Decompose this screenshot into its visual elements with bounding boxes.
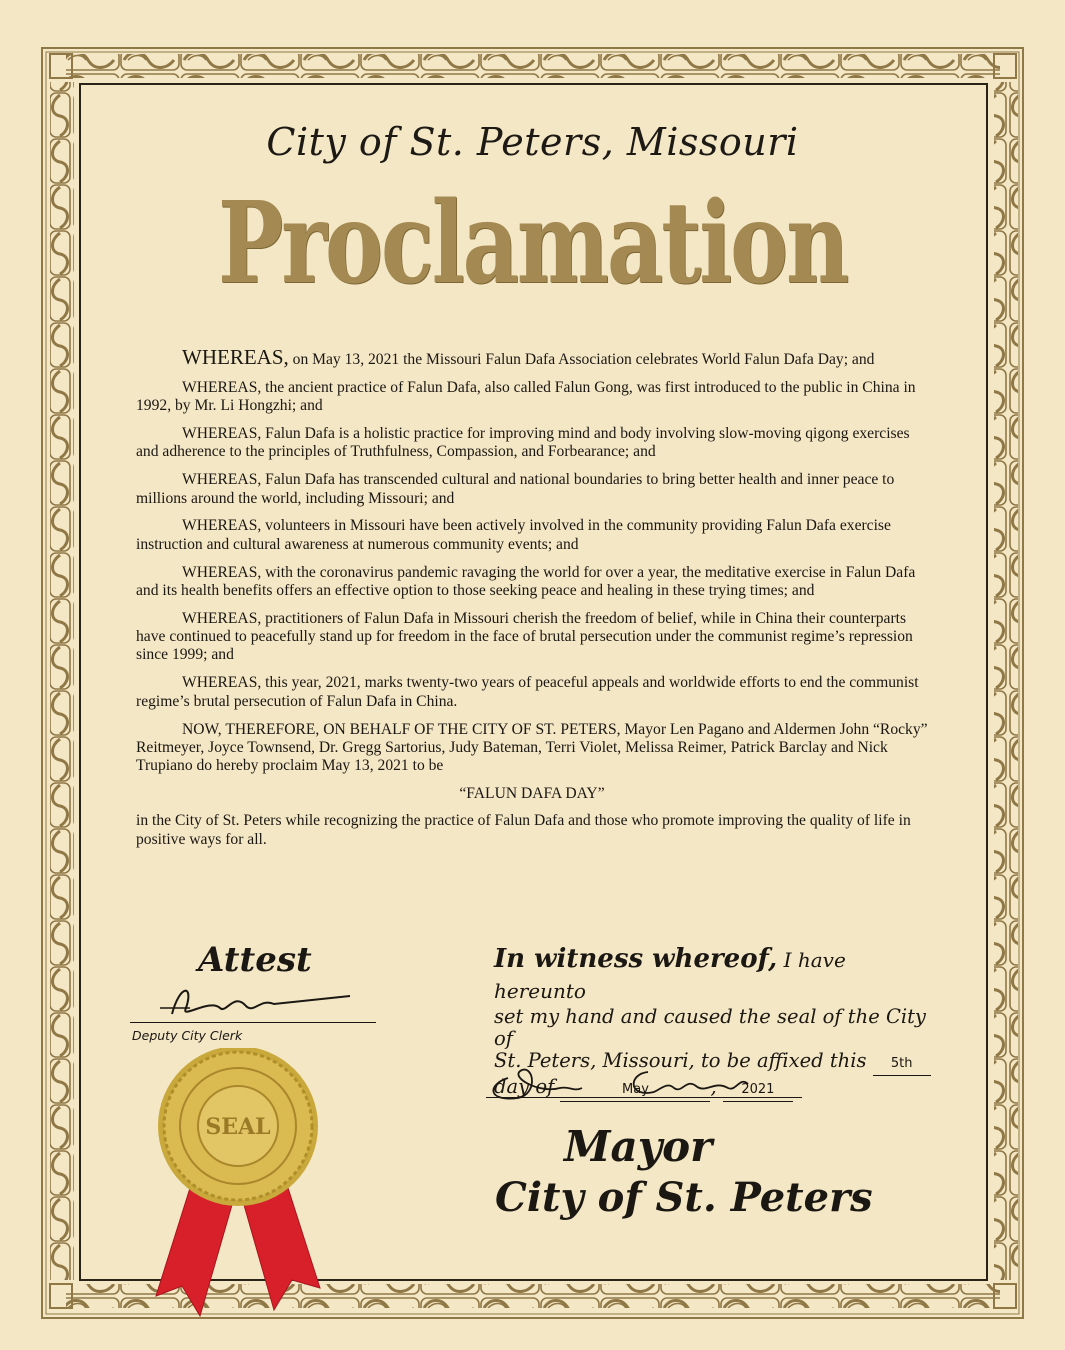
mayor-signature-line [486, 1097, 802, 1098]
whereas-paragraph: WHEREAS, practitioners of Falun Dafa in Missouri cherish the freedom of belief, while in China their counterparts have continued to peacefully stand up for freedom in the face of brutal persecution under the communist regime’s repression since 1999; and [136, 609, 913, 664]
document-title: Proclamation [217, 178, 848, 309]
whereas-paragraph: WHEREAS, volunteers in Missouri have been actively involved in the community providing Falun Dafa exercise instruction and cultural awareness at numerous community events; and [136, 517, 891, 553]
seal-label: SEAL [205, 1114, 271, 1140]
attest-role: Deputy City Clerk [132, 1028, 243, 1043]
year-field: 2021 [723, 1079, 793, 1102]
mayor-signature [478, 1058, 778, 1108]
whereas-paragraph: WHEREAS, on May 13, 2021 the Missouri Falun Dafa Association celebrates World Falun Dafa Day; and [182, 345, 875, 369]
whereas-paragraph: WHEREAS, the ancient practice of Falun Dafa, also called Falun Gong, was first introduced to the public in China in 1992, by Mr. Li Hongzhi; and [136, 378, 916, 415]
whereas-paragraph: WHEREAS, Falun Dafa has transcended cultural and national boundaries to bring better health and inner peace to millions around the world, including Missouri; and [136, 471, 895, 507]
therefore-paragraph: NOW, THEREFORE, ON BEHALF OF THE CITY OF ST. PETERS, Mayor Len Pagano and Aldermen John “Rocky” Reitmeyer, Joyce Townsend, Dr. Gregg Sartorius, Judy Bateman, Terri Violet, Melissa Reimer, Patrick Barclay and Nick Trupiano do hereby proclaim May 13, 2021 to be [136, 720, 928, 775]
witness-statement: In witness whereof, I have hereunto set my hand and caused the seal of the City of St. Peters, Missouri, to be affixed this 5th day of May , 2021 [494, 944, 944, 1102]
mayor-city: City of St. Peters [495, 1174, 873, 1221]
whereas-paragraph: WHEREAS, Falun Dafa is a holistic practice for improving mind and body involving slow-moving qigong exercises and adherence to the principles of Truthfulness, Compassion, and Forbearance; and [136, 425, 910, 461]
proclamation-body [136, 345, 928, 858]
whereas-paragraph: WHEREAS, this year, 2021, marks twenty-two years of peaceful appeals and worldwide efforts to end the communist regime’s brutal persecution of Falun Dafa in China. [136, 674, 919, 710]
closing-paragraph: in the City of St. Peters while recognizing the practice of Falun Dafa and those who promote improving the quality of life in positive ways for all. [136, 812, 911, 848]
clerk-signature [150, 978, 370, 1024]
attest-heading: Attest [198, 940, 312, 980]
attest-signature-line [130, 1022, 376, 1023]
proclaimed-day: “FALUN DAFA DAY” [459, 784, 605, 802]
city-seal [138, 1048, 338, 1338]
month-field: May [560, 1079, 710, 1102]
mayor-title: Mayor [564, 1122, 713, 1171]
witness-line: set my hand and caused the seal of the City of [494, 1005, 926, 1050]
day-field: 5th [873, 1053, 931, 1076]
whereas-paragraph: WHEREAS, with the coronavirus pandemic ravaging the world for over a year, the meditative exercise in Falun Dafa and its health benefits offers an effective option to those seeking peace and healing in these trying times; and [136, 563, 916, 599]
city-title: City of St. Peters, Missouri [266, 120, 799, 164]
witness-heading: In witness whereof, [494, 944, 778, 974]
